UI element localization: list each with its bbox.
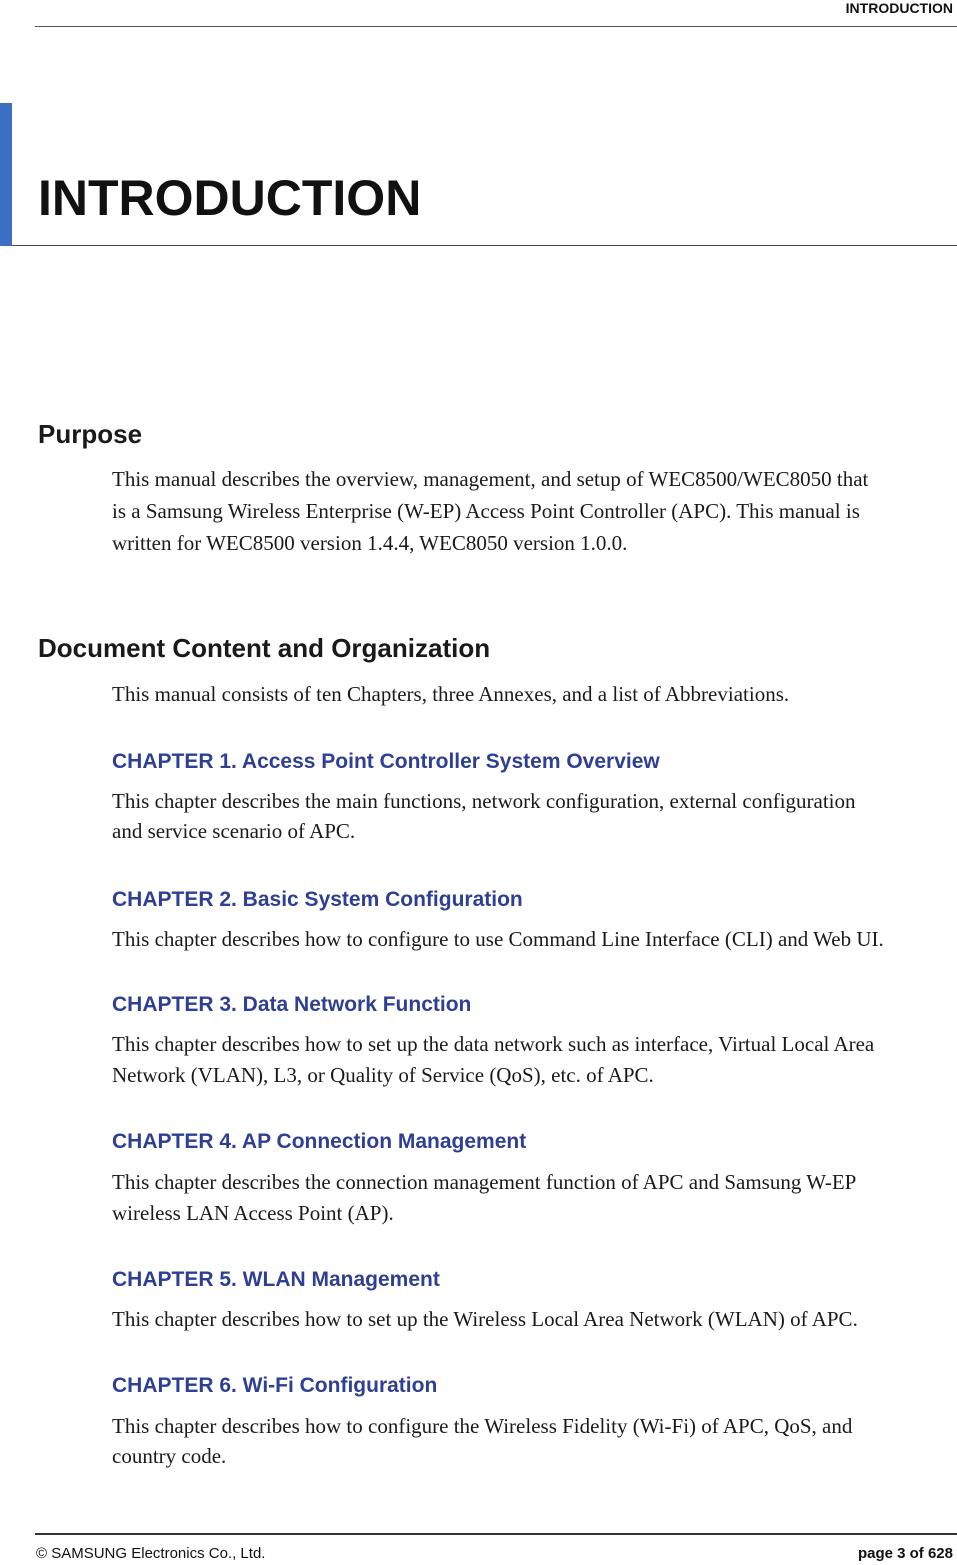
- chapter-4-heading: CHAPTER 4. AP Connection Management: [112, 1130, 527, 1153]
- organization-intro: This manual consists of ten Chapters, three Annexes, and a list of Abbreviations.: [112, 682, 790, 706]
- chapter-2-description: This chapter describes how to configure to use Command Line Interface (CLI) and Web UI.: [112, 927, 884, 951]
- purpose-line: written for WEC8500 version 1.4.4, WEC8050 version 1.0.0.: [112, 531, 628, 555]
- title-divider: [12, 245, 957, 246]
- purpose-heading: Purpose: [38, 419, 143, 449]
- chapter-4-description: This chapter describes the connection management function of APC and Samsung W-EP: [112, 1170, 857, 1194]
- purpose-line: This manual describes the overview, management, and setup of WEC8500/WEC8050 that: [112, 467, 869, 491]
- header-divider: [35, 26, 957, 27]
- chapter-1-heading: CHAPTER 1. Access Point Controller System Overview: [112, 750, 660, 773]
- organization-heading: Document Content and Organization: [38, 633, 491, 663]
- title-accent-bar: [0, 103, 12, 246]
- footer-page-number: page 3 of 628: [857, 1545, 953, 1562]
- chapter-5-heading: CHAPTER 5. WLAN Management: [112, 1268, 440, 1291]
- chapter-4-description: wireless LAN Access Point (AP).: [112, 1201, 394, 1225]
- chapter-2-heading: CHAPTER 2. Basic System Configuration: [112, 888, 523, 911]
- running-header: INTRODUCTION: [845, 0, 953, 16]
- chapter-3-heading: CHAPTER 3. Data Network Function: [112, 993, 472, 1016]
- chapter-1-description: and service scenario of APC.: [112, 819, 356, 843]
- footer-copyright: © SAMSUNG Electronics Co., Ltd.: [36, 1545, 266, 1562]
- chapter-3-description: This chapter describes how to set up the data network such as interface, Virtual Local Area: [112, 1032, 875, 1056]
- chapter-5-description: This chapter describes how to set up the Wireless Local Area Network (WLAN) of APC.: [112, 1307, 858, 1331]
- chapter-3-description: Network (VLAN), L3, or Quality of Service (QoS), etc. of APC.: [112, 1063, 654, 1087]
- footer-divider: [35, 1533, 957, 1535]
- purpose-line: is a Samsung Wireless Enterprise (W-EP) Access Point Controller (APC). This manual is: [112, 499, 860, 523]
- chapter-1-description: This chapter describes the main functions, network configuration, external configuration: [112, 789, 856, 813]
- chapter-6-description: country code.: [112, 1444, 227, 1468]
- chapter-6-heading: CHAPTER 6. Wi-Fi Configuration: [112, 1374, 438, 1397]
- chapter-6-description: This chapter describes how to configure the Wireless Fidelity (Wi-Fi) of APC, QoS, and: [112, 1414, 853, 1438]
- page-title: INTRODUCTION: [38, 170, 422, 226]
